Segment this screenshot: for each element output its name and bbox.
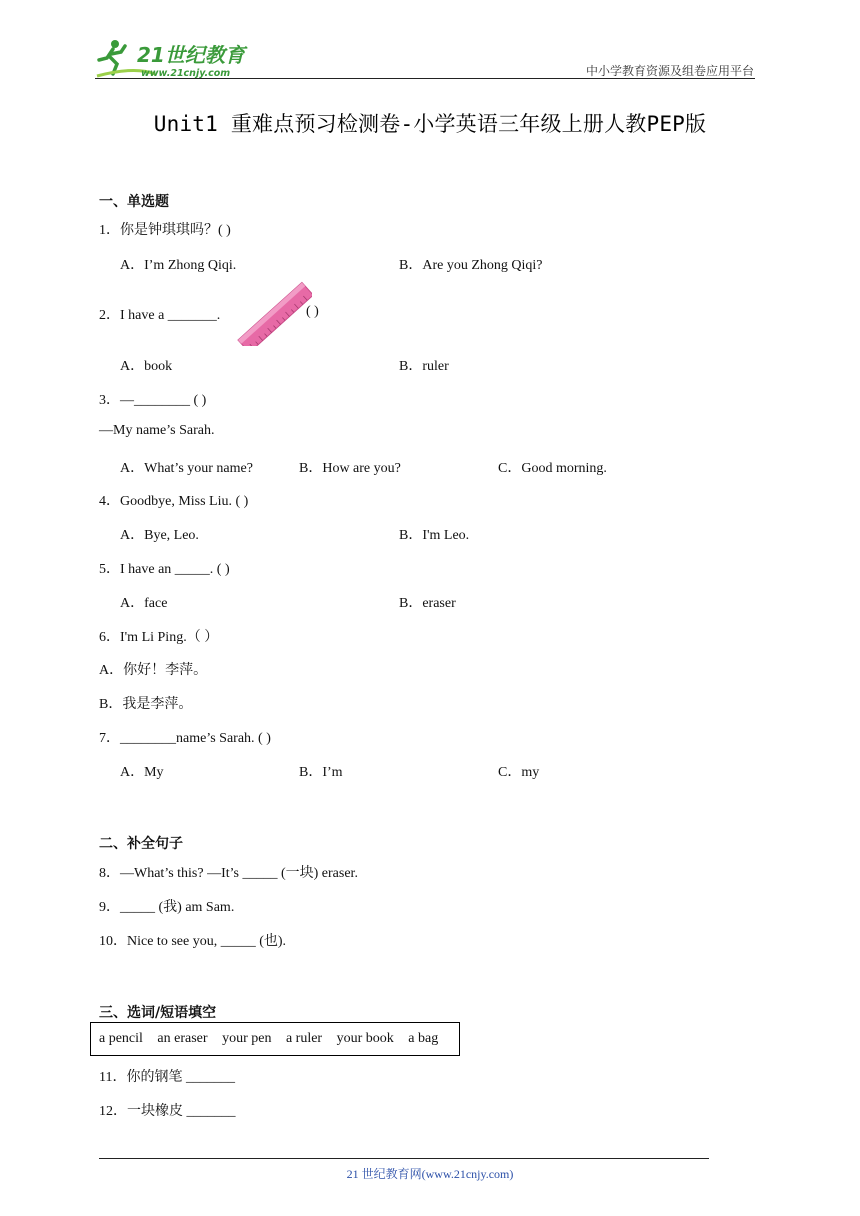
word-bank (99, 1031, 438, 1047)
question-7-option-a[interactable]: A．My (120, 765, 164, 780)
section-heading-single-choice: 一、单选题 (99, 194, 169, 210)
word-bank-item: an eraser (157, 1031, 208, 1046)
site-logo (95, 36, 265, 80)
question-2-option-a[interactable]: A．book (120, 359, 173, 374)
question-12-stem: 12．一块橡皮 _______ (99, 1104, 236, 1119)
header-platform-text: 中小学教育资源及组卷应用平台 (585, 64, 754, 78)
header-divider (95, 78, 755, 79)
footer-site-link[interactable]: 21 世纪教育网(www.21cnjy.com) (346, 1167, 514, 1181)
question-3-option-c[interactable]: C．Good morning. (498, 461, 607, 476)
section-heading-complete-sentences: 二、补全句子 (99, 836, 183, 852)
question-4-option-a[interactable]: A．Bye, Leo. (120, 528, 199, 543)
question-4-stem: 4．Goodbye, Miss Liu. ( ) (99, 494, 249, 509)
question-3-dialogue-line: —My name’s Sarah. (99, 423, 215, 438)
question-7-option-c[interactable]: C．my (498, 765, 540, 780)
question-10-stem: 10．Nice to see you, _____ (也). (99, 934, 287, 949)
page-title: Unit1 重难点预习检测卷-小学英语三年级上册人教PEP版 (153, 112, 707, 136)
word-bank-item: your pen (222, 1031, 272, 1046)
word-bank-item: a ruler (285, 1031, 323, 1046)
question-5-option-b[interactable]: B．eraser (399, 596, 456, 611)
question-8-stem: 8．—What’s this? —It’s _____ (一块) eraser. (99, 866, 358, 881)
question-1-option-b[interactable]: B．Are you Zhong Qiqi? (399, 258, 543, 273)
word-bank-item: a pencil (99, 1031, 143, 1046)
question-6-option-a[interactable]: A．你好！李萍。 (99, 663, 208, 678)
question-2-option-b[interactable]: B．ruler (399, 359, 449, 374)
section-heading-word-fill: 三、选词/短语填空 (99, 1005, 217, 1021)
question-5-option-a[interactable]: A．face (120, 596, 168, 611)
question-1-stem: 1．你是钟琪琪吗？( ) (99, 223, 231, 238)
question-1-option-a[interactable]: A．I’m Zhong Qiqi. (120, 258, 237, 273)
question-6-option-b[interactable]: B．我是李萍。 (99, 697, 193, 712)
question-4-option-b[interactable]: B．I'm Leo. (399, 528, 470, 543)
question-9-stem: 9．_____ (我) am Sam. (99, 900, 235, 915)
question-3-option-a[interactable]: A．What’s your name? (120, 461, 253, 476)
question-3-option-b[interactable]: B．How are you? (299, 461, 401, 476)
question-11-stem: 11．你的钢笔 _______ (99, 1070, 235, 1085)
question-2-stem: 2．I have a _______. (99, 308, 221, 323)
logo-sub-text: www.21cnjy.com (141, 68, 231, 79)
question-5-stem: 5．I have an _____. ( ) (99, 562, 230, 577)
question-6-stem: 6．I'm Li Ping.（ ） (99, 630, 219, 645)
question-7-stem: 7．________name’s Sarah. ( ) (99, 731, 271, 746)
word-bank-item: a bag (408, 1031, 439, 1046)
word-bank-item: your book (336, 1031, 394, 1046)
question-2-paren: ( ) (306, 304, 319, 319)
footer-divider (99, 1158, 709, 1159)
logo-main-text: 21世纪教育 (137, 43, 245, 67)
question-3-stem: 3．—________ ( ) (99, 393, 207, 408)
question-7-option-b[interactable]: B．I’m (299, 765, 343, 780)
ruler-icon (232, 280, 312, 346)
